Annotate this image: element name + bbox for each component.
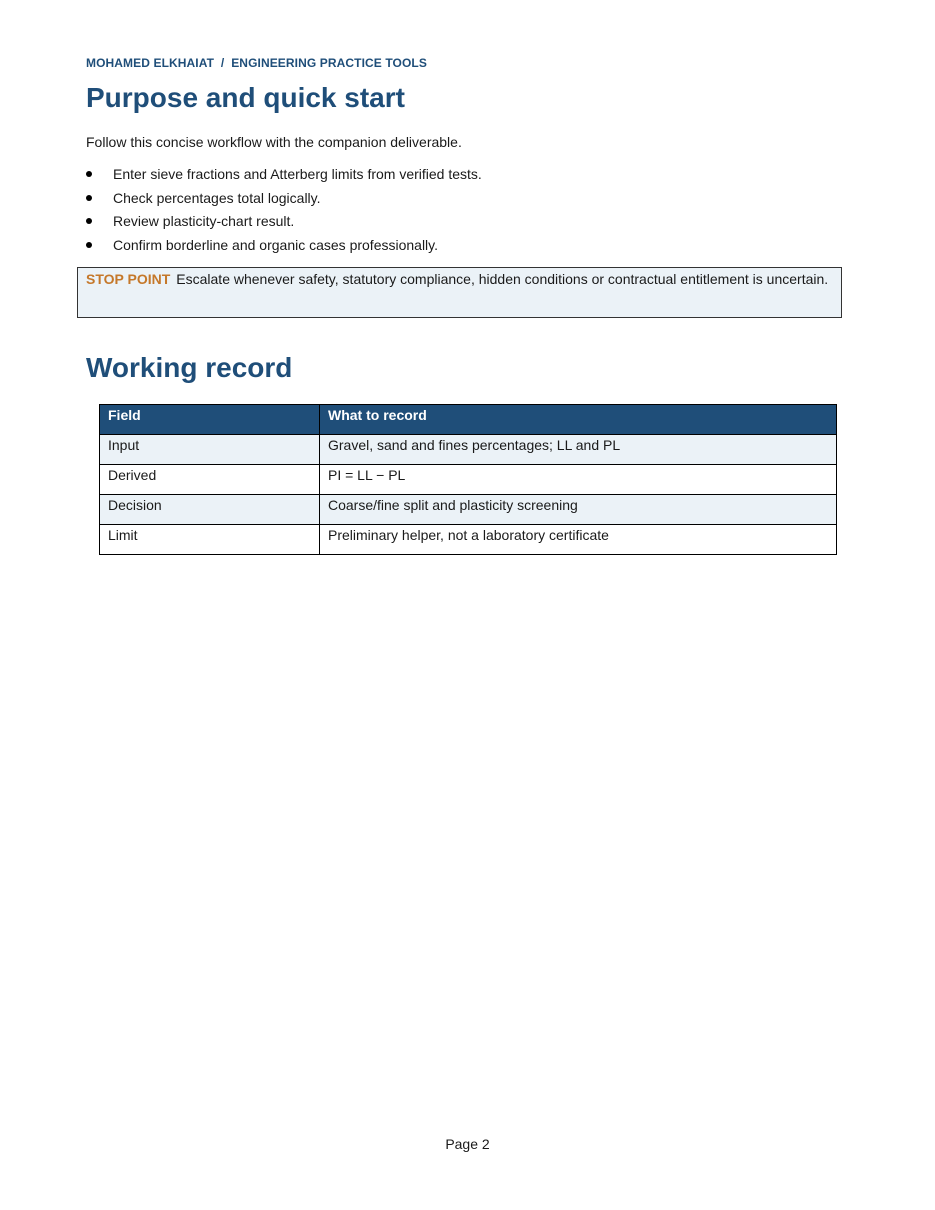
table-cell: Limit: [100, 525, 320, 555]
quick-start-list: [86, 166, 482, 260]
table-cell: Coarse/fine split and plasticity screening: [320, 495, 837, 525]
page-number: Page 2: [445, 1136, 490, 1152]
table-cell: Input: [100, 435, 320, 465]
table-row: [100, 525, 837, 555]
table-cell: PI = LL − PL: [320, 465, 837, 495]
stop-point-callout: [77, 267, 842, 318]
column-header-what-to-record: What to record: [320, 405, 837, 435]
table-cell: Derived: [100, 465, 320, 495]
table-row: [100, 465, 837, 495]
list-item: Review plasticity-chart result.: [86, 213, 482, 237]
stop-point-text: Escalate whenever safety, statutory compliance, hidden conditions or contractual entitlement is uncertain.: [176, 271, 829, 287]
table-row: [100, 435, 837, 465]
table-header-row: [100, 405, 837, 435]
list-item: Check percentages total logically.: [86, 190, 482, 214]
list-item: Enter sieve fractions and Atterberg limits from verified tests.: [86, 166, 482, 190]
table-cell: Gravel, sand and fines percentages; LL and PL: [320, 435, 837, 465]
list-item: Confirm borderline and organic cases professionally.: [86, 237, 482, 261]
section-title-purpose: Purpose and quick start: [86, 82, 405, 113]
running-header: MOHAMED ELKHAIAT / ENGINEERING PRACTICE TOOLS: [86, 56, 427, 70]
working-record-table: [99, 404, 837, 555]
stop-point-label: STOP POINT: [86, 271, 171, 287]
column-header-field: Field: [100, 405, 320, 435]
section-title-working-record: Working record: [86, 352, 293, 383]
table-cell: Preliminary helper, not a laboratory certificate: [320, 525, 837, 555]
bullet-icon: [86, 218, 92, 224]
table-row: [100, 495, 837, 525]
table-cell: Decision: [100, 495, 320, 525]
bullet-icon: [86, 242, 92, 248]
intro-paragraph: Follow this concise workflow with the companion deliverable.: [86, 134, 462, 150]
bullet-icon: [86, 195, 92, 201]
bullet-icon: [86, 171, 92, 177]
